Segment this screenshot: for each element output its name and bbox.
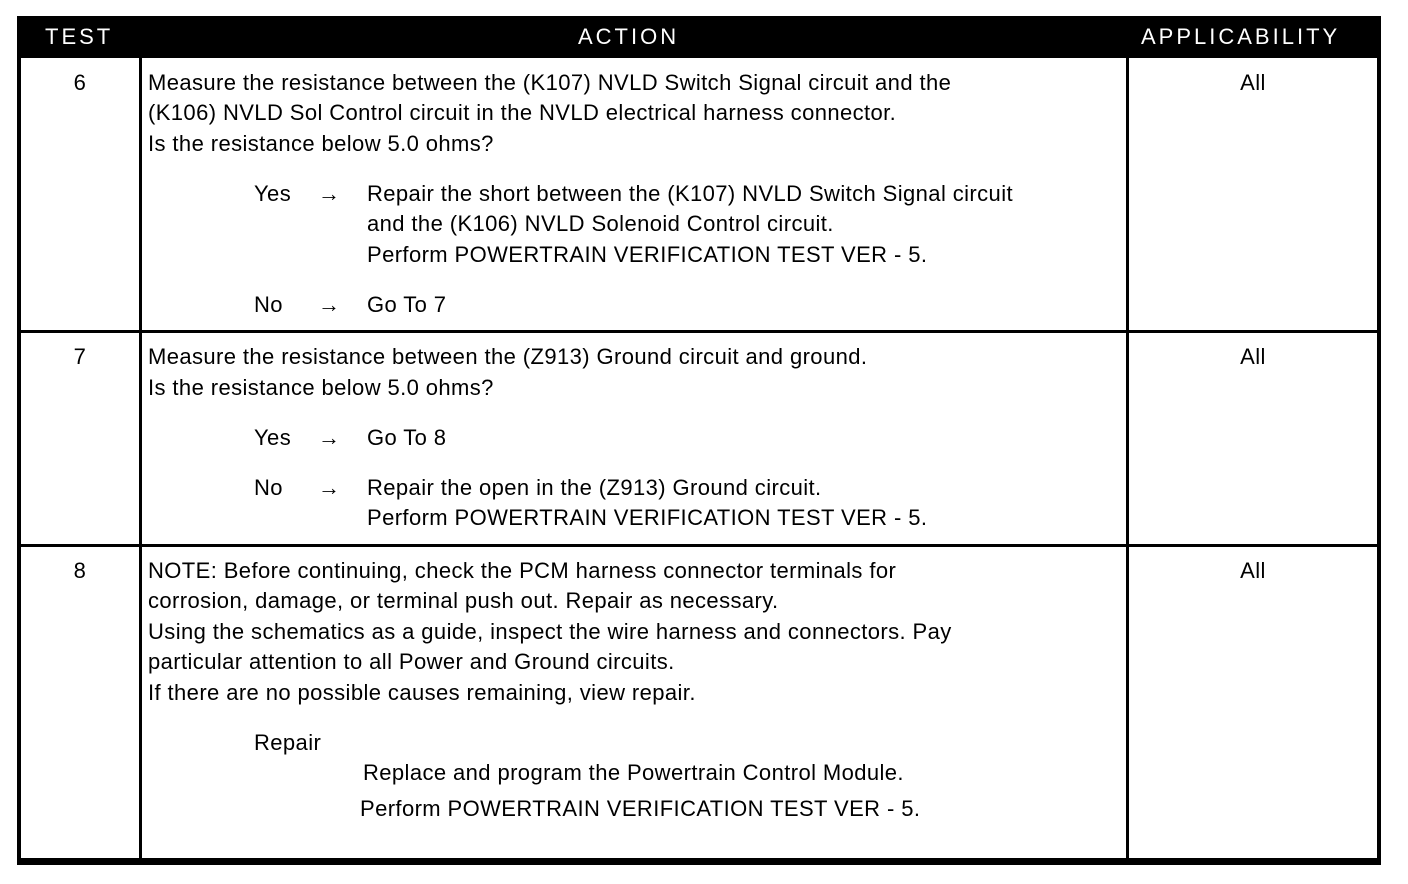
no-result-line: Perform POWERTRAIN VERIFICATION TEST VER - 5. — [367, 505, 928, 530]
action-line: Is the resistance below 5.0 ohms? — [148, 375, 494, 400]
yes-result-line: Go To 8 — [367, 425, 447, 450]
table-header — [17, 16, 1381, 58]
arrow-icon: → — [318, 181, 341, 206]
yes-label: Yes — [254, 181, 292, 206]
no-label: No — [254, 292, 283, 317]
yes-result-line: Repair the short between the (K107) NVLD Switch Signal circuit — [367, 181, 1013, 206]
header-applicability: APPLICABILITY — [1141, 24, 1341, 49]
applicability-value: All — [1240, 70, 1266, 95]
arrow-icon: → — [318, 425, 341, 450]
action-line: Measure the resistance between the (Z913) Ground circuit and ground. — [148, 344, 868, 369]
action-line: NOTE: Before continuing, check the PCM harness connector terminals for — [148, 558, 897, 583]
arrow-icon: → — [318, 475, 341, 500]
test-number: 8 — [73, 558, 87, 583]
action-line: Is the resistance below 5.0 ohms? — [148, 131, 494, 156]
repair-label: Repair — [254, 730, 322, 755]
test-number: 6 — [73, 70, 87, 95]
yes-result-line: and the (K106) NVLD Solenoid Control circuit. — [367, 211, 834, 236]
arrow-icon: → — [318, 292, 341, 317]
repair-line: Replace and program the Powertrain Control Module. — [363, 760, 904, 785]
no-label: No — [254, 475, 283, 500]
applicability-value: All — [1240, 344, 1266, 369]
column-divider — [139, 58, 142, 858]
test-number: 7 — [73, 344, 87, 369]
header-action: ACTION — [578, 24, 680, 49]
action-line: Measure the resistance between the (K107) NVLD Switch Signal circuit and the — [148, 70, 952, 95]
table-body — [21, 58, 1377, 858]
yes-label: Yes — [254, 425, 292, 450]
action-line: particular attention to all Power and Ground circuits. — [148, 649, 675, 674]
action-line: If there are no possible causes remaining, view repair. — [148, 680, 696, 705]
repair-line: Perform POWERTRAIN VERIFICATION TEST VER - 5. — [360, 796, 921, 821]
action-line: Using the schematics as a guide, inspect the wire harness and connectors. Pay — [148, 619, 952, 644]
diagnostic-table — [17, 16, 1381, 865]
action-line: (K106) NVLD Sol Control circuit in the NVLD electrical harness connector. — [148, 100, 897, 125]
applicability-value: All — [1240, 558, 1266, 583]
action-line: corrosion, damage, or terminal push out. Repair as necessary. — [148, 588, 779, 613]
row-divider — [21, 544, 1377, 547]
header-test: TEST — [45, 24, 114, 49]
no-result-line: Go To 7 — [367, 292, 447, 317]
yes-result-line: Perform POWERTRAIN VERIFICATION TEST VER - 5. — [367, 242, 928, 267]
no-result-line: Repair the open in the (Z913) Ground circuit. — [367, 475, 822, 500]
row-divider — [21, 330, 1377, 333]
column-divider — [1126, 58, 1129, 858]
